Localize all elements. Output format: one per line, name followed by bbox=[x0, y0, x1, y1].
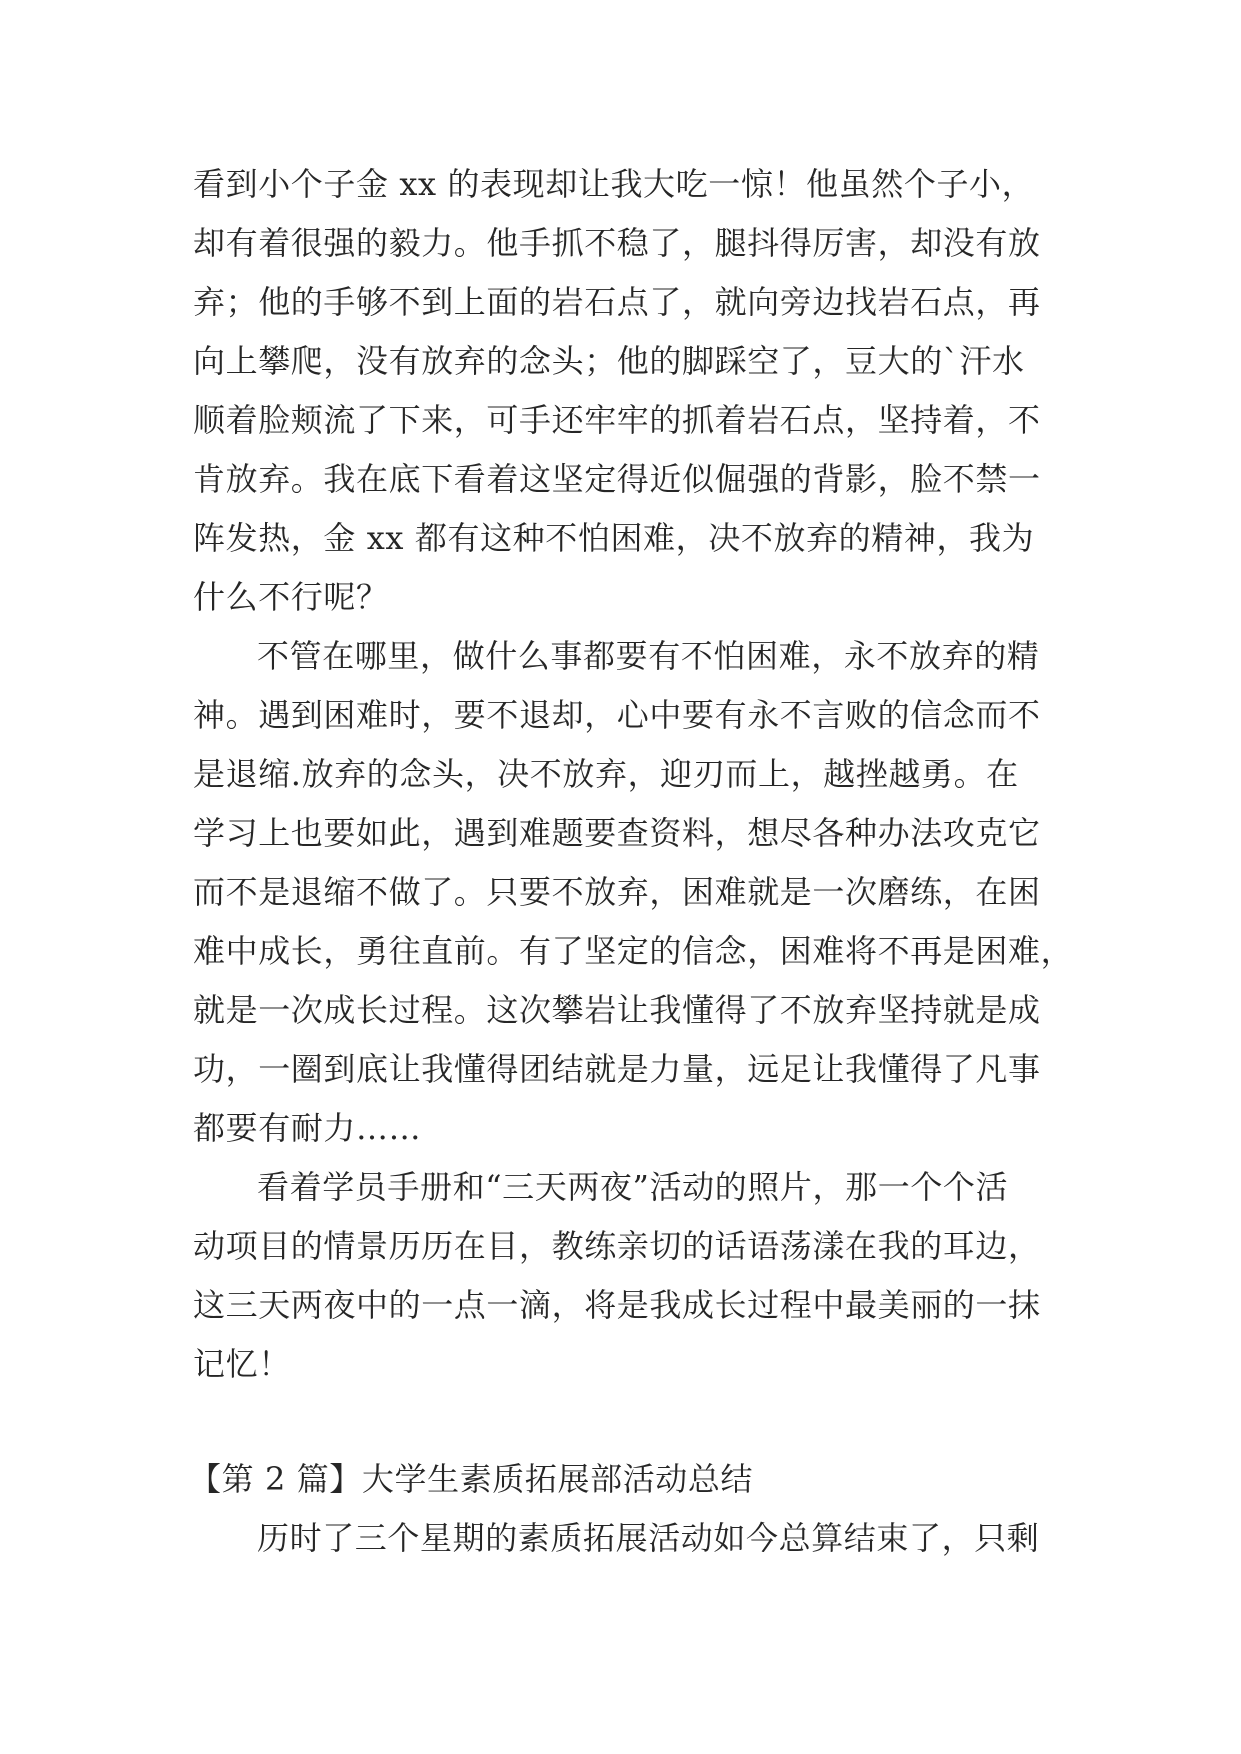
text-line: 功，一圈到底让我懂得团结就是力量，远足让我懂得了凡事 bbox=[193, 1050, 1041, 1088]
text-line: 是退缩.放弃的念头，决不放弃，迎刃而上，越挫越勇。在 bbox=[193, 755, 1019, 793]
text-line: 看着学员手册和“三天两夜”活动的照片，那一个个活 bbox=[257, 1168, 1009, 1206]
text-line: 向上攀爬，没有放弃的念头；他的脚踩空了，豆大的`汗水 bbox=[193, 342, 1025, 380]
text-line: 这三天两夜中的一点一滴，将是我成长过程中最美丽的一抹 bbox=[193, 1286, 1041, 1324]
text-line: 肯放弃。我在底下看着这坚定得近似倔强的背影，脸不禁一 bbox=[193, 460, 1041, 498]
text-line: 难中成长，勇往直前。有了坚定的信念，困难将不再是困难， bbox=[193, 932, 1074, 970]
text-line: 学习上也要如此，遇到难题要查资料，想尽各种办法攻克它 bbox=[193, 814, 1041, 852]
text-line: 弃；他的手够不到上面的岩石点了，就向旁边找岩石点，再 bbox=[193, 283, 1041, 321]
text-line: 都要有耐力…… bbox=[193, 1109, 422, 1147]
text-line: 历时了三个星期的素质拓展活动如今总算结束了，只剩 bbox=[257, 1519, 1040, 1557]
text-line: 就是一次成长过程。这次攀岩让我懂得了不放弃坚持就是成 bbox=[193, 991, 1041, 1029]
paragraph-3 bbox=[193, 1158, 1049, 1394]
paragraph-4 bbox=[193, 1509, 1049, 1568]
text-line: 阵发热，金 xx 都有这种不怕困难，决不放弃的精神，我为 bbox=[193, 519, 1035, 557]
text-line: 看到小个子金 xx 的表现却让我大吃一惊！他虽然个子小， bbox=[193, 165, 1035, 203]
text-line: 什么不行呢？ bbox=[193, 578, 389, 616]
text-line: 而不是退缩不做了。只要不放弃，困难就是一次磨练，在困 bbox=[193, 873, 1041, 911]
text-line: 却有着很强的毅力。他手抓不稳了，腿抖得厉害，却没有放 bbox=[193, 224, 1041, 262]
paragraph-1 bbox=[193, 155, 1049, 627]
text-line: 神。遇到困难时，要不退却，心中要有永不言败的信念而不 bbox=[193, 696, 1041, 734]
paragraph-2 bbox=[193, 627, 1074, 1158]
text-line: 动项目的情景历历在目，教练亲切的话语荡漾在我的耳边， bbox=[193, 1227, 1041, 1265]
text-line: 记忆！ bbox=[193, 1345, 291, 1383]
text-line: 顺着脸颊流了下来，可手还牢牢的抓着岩石点，坚持着，不 bbox=[193, 401, 1041, 439]
section-heading: 【第 2 篇】大学生素质拓展部活动总结 bbox=[189, 1460, 754, 1498]
section-gap bbox=[193, 1394, 1049, 1450]
document-body bbox=[189, 155, 1074, 1568]
text-line: 不管在哪里，做什么事都要有不怕困难，永不放弃的精 bbox=[257, 637, 1040, 675]
